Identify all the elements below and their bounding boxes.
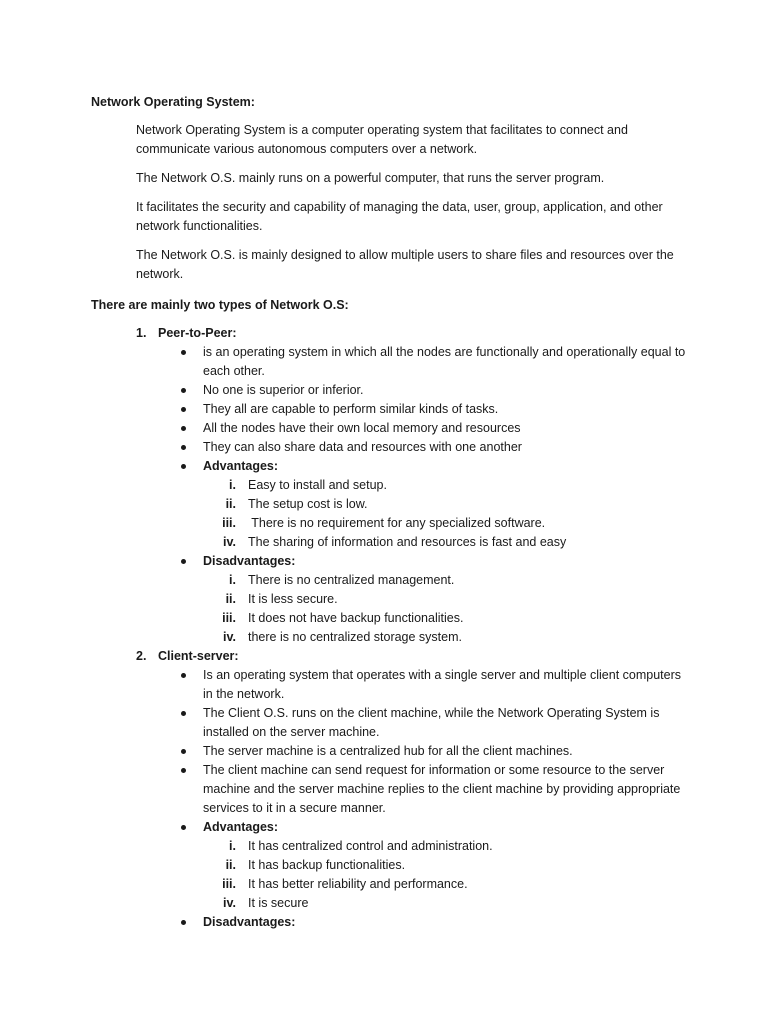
bullet-dot-icon	[181, 711, 186, 716]
bullet-dot-icon	[181, 825, 186, 830]
bullet-dot-icon	[181, 388, 186, 393]
bullet-list	[0, 552, 768, 571]
intro-section	[136, 121, 696, 294]
list-item: iv. there is no centralized storage system.	[223, 630, 462, 644]
bullet-dot-icon	[181, 464, 186, 469]
advantages-item	[0, 818, 693, 837]
type-peer-to-peer	[0, 324, 768, 647]
intro-paragraph: The Network O.S. is mainly designed to allow multiple users to share files and resources over the network.	[136, 248, 674, 281]
bullet-dot-icon	[181, 407, 186, 412]
advantages-label: Advantages:	[203, 459, 279, 473]
list-item: iv. It is secure	[223, 896, 309, 910]
list-item: ii. It has backup functionalities.	[225, 858, 406, 872]
bullet-list	[0, 913, 768, 932]
bullet-dot-icon	[181, 445, 186, 450]
list-item: iii. It does not have backup functionalities.	[222, 611, 464, 625]
advantages-list	[0, 476, 768, 552]
list-item: The Client O.S. runs on the client machine, while the Network Operating System is installed on the server machine.	[0, 704, 693, 742]
bullet-dot-icon	[181, 673, 186, 678]
type-title: Peer-to-Peer:	[158, 326, 237, 340]
list-item: ii. It is less secure.	[225, 592, 338, 606]
bullet-list	[0, 666, 768, 837]
type-number: 1.	[136, 326, 147, 340]
bullet-dot-icon	[181, 920, 186, 925]
disadvantages-item	[0, 552, 693, 571]
intro-paragraph: The Network O.S. mainly runs on a powerful computer, that runs the server program.	[136, 171, 605, 185]
list-item: They all are capable to perform similar kinds of tasks.	[0, 400, 693, 419]
disadvantages-list	[0, 571, 768, 647]
bullet-dot-icon	[181, 426, 186, 431]
list-item: iii. It has better reliability and performance.	[222, 877, 468, 891]
list-item: is an operating system in which all the nodes are functionally and operationally equal to each other.	[0, 343, 693, 381]
document-heading: Network Operating System:	[91, 95, 255, 109]
bullet-dot-icon	[181, 768, 186, 773]
intro-paragraph: It facilitates the security and capability of managing the data, user, group, application, and other network functionalities.	[136, 200, 663, 233]
list-item: No one is superior or inferior.	[0, 381, 693, 400]
bullet-dot-icon	[181, 559, 186, 564]
types-list	[0, 324, 768, 932]
advantages-list	[0, 837, 768, 913]
intro-paragraph: Network Operating System is a computer operating system that facilitates to connect and communicate various autonomous computers over a network.	[136, 123, 628, 156]
list-item: The client machine can send request for information or some resource to the server machine and the server machine replies to the client machine by providing appropriate services to it in a secure manner.	[0, 761, 693, 818]
type-number: 2.	[136, 649, 147, 663]
types-heading: There are mainly two types of Network O.S:	[91, 298, 349, 312]
list-item: Is an operating system that operates with a single server and multiple client computers in the network.	[0, 666, 693, 704]
list-item: iv. The sharing of information and resources is fast and easy	[223, 535, 567, 549]
bullet-dot-icon	[181, 350, 186, 355]
bullet-list	[0, 343, 768, 476]
advantages-item	[0, 457, 693, 476]
list-item: All the nodes have their own local memory and resources	[0, 419, 693, 438]
type-title: Client-server:	[158, 649, 239, 663]
list-item: i. There is no centralized management.	[229, 573, 455, 587]
disadvantages-label: Disadvantages:	[203, 915, 296, 929]
list-item: iii. There is no requirement for any specialized software.	[222, 516, 546, 530]
disadvantages-label: Disadvantages:	[203, 554, 296, 568]
list-item: They can also share data and resources with one another	[0, 438, 693, 457]
disadvantages-item	[0, 913, 693, 932]
type-client-server	[0, 647, 768, 932]
list-item: The server machine is a centralized hub for all the client machines.	[0, 742, 693, 761]
list-item: ii. The setup cost is low.	[225, 497, 368, 511]
list-item: i. Easy to install and setup.	[229, 478, 387, 492]
bullet-dot-icon	[181, 749, 186, 754]
advantages-label: Advantages:	[203, 820, 279, 834]
list-item: i. It has centralized control and administration.	[229, 839, 493, 853]
